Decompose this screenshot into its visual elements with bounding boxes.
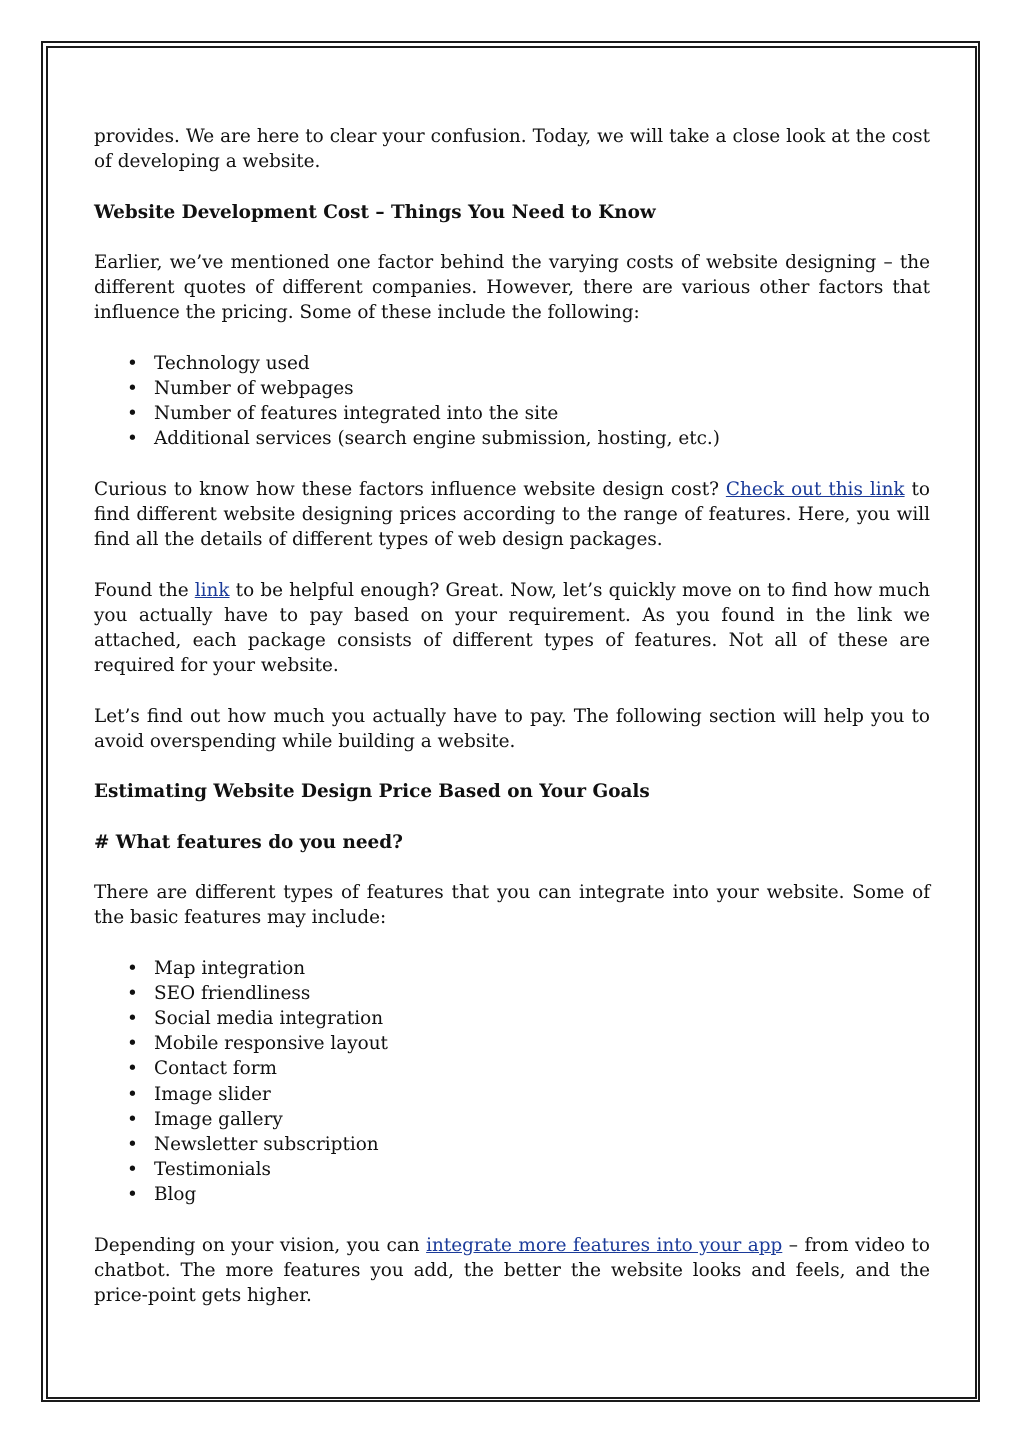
integrate-features-link[interactable]: integrate more features into your app: [426, 1234, 783, 1256]
found-link[interactable]: link: [194, 579, 230, 601]
features-intro-paragraph: There are different types of features that you can integrate into your website. Some of the basic features may include:: [94, 881, 930, 929]
list-item: • Blog: [154, 1182, 930, 1207]
lets-find-paragraph: Let’s find out how much you actually have to pay. The following section will help you to avoid overspending while building a website.: [94, 705, 930, 752]
list-item: • Image slider: [154, 1082, 930, 1107]
list-item: • Number of features integrated into the site: [154, 401, 930, 426]
depending-text-after: – from video to chatbot. The more features you add, the better the website looks and feels, and the price-point gets higher.: [94, 1234, 930, 1307]
curious-text-before: Curious to know how these factors influence website design cost?: [94, 478, 726, 500]
list-item: • Mobile responsive layout: [154, 1031, 930, 1056]
list-item: • Image gallery: [154, 1107, 930, 1132]
depending-paragraph: [94, 1233, 930, 1309]
intro-paragraph: provides. We are here to clear your confusion. Today, we will take a close look at the cost of developing a website.: [94, 126, 930, 173]
features-list: [94, 956, 930, 1208]
check-out-link[interactable]: Check out this link: [725, 478, 905, 500]
factors-intro-paragraph: Earlier, we’ve mentioned one factor behind the varying costs of website designing – the different quotes of different companies. However, there are various other factors that influence the pricing. Some of these include the following:: [94, 251, 930, 324]
list-item: • Newsletter subscription: [154, 1132, 930, 1157]
list-item: • Map integration: [154, 956, 930, 981]
estimating-heading: Estimating Website Design Price Based on Your Goals: [94, 781, 650, 803]
features-question-heading: # What features do you need?: [94, 831, 403, 853]
curious-text-after: to find different website designing prices according to the range of features. Here, you will find all the details of different types of web design packages.: [94, 478, 930, 551]
document-body: [94, 124, 930, 1334]
factors-list: [94, 351, 930, 452]
list-item: • Technology used: [154, 351, 930, 376]
list-item: • Contact form: [154, 1056, 930, 1081]
curious-paragraph: [94, 477, 930, 553]
cost-heading: Website Development Cost – Things You Need to Know: [94, 201, 656, 223]
depending-text-before: Depending on your vision, you can: [94, 1234, 427, 1256]
found-text-after: to be helpful enough? Great. Now, let’s quickly move on to find how much you actually have to pay based on your requirement. As you found in the link we attached, each package consists of different types of features. Not all of these are required for your website.: [94, 579, 930, 677]
found-paragraph: [94, 578, 930, 679]
list-item: • SEO friendliness: [154, 981, 930, 1006]
list-item: • Additional services (search engine submission, hosting, etc.): [154, 426, 930, 451]
found-text-before: Found the: [94, 579, 195, 601]
list-item: • Social media integration: [154, 1006, 930, 1031]
list-item: • Testimonials: [154, 1157, 930, 1182]
list-item: • Number of webpages: [154, 376, 930, 401]
